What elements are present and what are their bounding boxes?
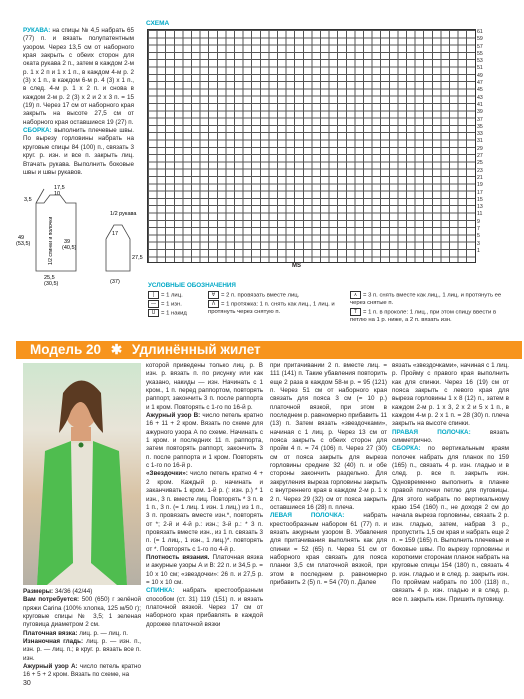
info-block [23, 588, 141, 680]
legend-item [208, 291, 336, 300]
azhur-a-text: число петель кратно 16 + 5 + 2 кром. Вязать по схеме, на [23, 663, 141, 679]
row-number: 15 [477, 196, 483, 203]
row-number: 33 [477, 131, 483, 138]
schema-title: СХЕМА [146, 20, 170, 27]
legend-text: = 3 п. снять вместе как лиц., 1 лиц. и протянуть ее через снятые п. [350, 292, 502, 307]
dim-l: (37) [110, 279, 120, 285]
knitting-chart-grid [147, 29, 476, 263]
row-number: 19 [477, 182, 483, 189]
need-label: Вам потребуется: [23, 596, 80, 604]
azhur-v-text: число петель кратно 16 + 11 + 2 кром. Вязать по схеме для ажурного узора А по схеме. Начинать с 1 кром. и последних 11 п. раппорта, затем повторять раппорт, закончить 3 п. после раппорта и 1 кром. Повторять с 1-го по 16-й р. [146, 412, 264, 470]
razmery-value: 34/36 (42/44) [54, 588, 93, 595]
row-number: 47 [477, 80, 483, 87]
razmery-label: Размеры: [23, 588, 54, 595]
legend-symbol: Ʌ [208, 300, 219, 308]
pravaya-text: вязать симметрично. [392, 428, 509, 445]
garment-schematic [14, 181, 144, 289]
row-number: 23 [477, 167, 483, 174]
col3-text: при притачивании 2 п. вместе лиц. = 111 (141) п. Такие убавления повторить еще 2 раза в каждом 58-м р. = 95 (121) п. Через 51 см от наборного края связать для пояса 3 см (= 10 р.) платочной вязкой, при этом в последнем р. равномерно прибавить 11 (13) п. Затем вязать «звездочками», начиная с 1 лиц. р. Через 13 см от пояса закрыть с обеих сторон для пройм 4 п. = 74 (106) п. Через 27 (30) см от пояса закрыть для выреза горловины средние 32 (40) п. и обе стороны закончить раздельно. Для закругления выреза горловины закрыть с внутреннего края в каждом 2-м р. 1 х 2 п. Через 29 (32) см от пояса закрыть оставшиеся 16 (28) п. плеча. [270, 362, 387, 511]
row-number: 45 [477, 87, 483, 94]
col2-text1: которой приведены только лиц. р. В изн. р. вязать п. по рисунку или как указано, накиды — изн. Начинать с 1 кром., 1 п. перед раппортом, повторять раппорт, закончить 3 п. после раппорта и 1 кром. Повторять с 1-го по 16-й р. [146, 362, 263, 411]
row-number: 43 [477, 94, 483, 101]
row-number: 49 [477, 72, 483, 79]
model-title: Удлинённый жилет [131, 342, 261, 357]
row-number: 59 [477, 36, 483, 43]
model-number: Модель 20 [30, 342, 102, 357]
dim-i: 10 [54, 191, 61, 197]
legend-text: = 1 п. в проколе: 1 лиц., при этом спицу ввести в петлю на 1 р. ниже, а 2 п. вязать изн. [350, 309, 497, 323]
legend-symbol: ⋏ [350, 291, 361, 299]
row-number: 31 [477, 138, 483, 145]
azhur-v-label: Ажурный узор В: [146, 412, 201, 420]
row-number: 3 [477, 240, 480, 247]
need-text: 500 (650) г зелёной пряжи Carina (100% хлопка, 125 м/50 г); круговые спицы № 3,5; 1 зеленая пуговица диаметром 2 см. [23, 596, 142, 629]
col4-sborka-label: СБОРКА: [392, 445, 421, 453]
legend-col-2 [208, 291, 336, 317]
iznanochnaya-label: Изнаночная гладь: [23, 638, 84, 646]
row-number: 11 [477, 211, 483, 218]
col4-text1: вязать «звездочками», начиная с 1 лиц. р. Пройму с правого края выполнить как для спинки. Через 16 (19) см от пояса закрыть с левого края для выреза горловины 1 х 8 (12) п., затем в каждом 2-м р. 1 х 3, 2 х 2 и 5 х 1 п., в каждом 4-м р. 2 х 1 п. = 28 (30) п. плеча закрыть на высоте спинки. [392, 362, 509, 428]
plotnost-text: Платочная вязка и ажурные узоры А и В: 22 п. и 34,5 р. = 10 х 10 см; «звездочки»: 26 п. и 27,5 р. = 10 х 10 см. [146, 553, 263, 586]
levaya-text: набрать крестообразным набором 61 (77) п. и вязать ажурным узором В. Убавления для притачивания выполнять как для спинки = 52 (65) п. Через 51 см от наборного края связать для пояса планки 3,5 см платочной вязкой, при этом в последнем р. равномерно прибавить 2 (5) п. = 54 (70) п. Далее [270, 512, 388, 586]
spinka-text: набрать крестообразным способом (ст. 31) 119 (151) п. и вязать платочной вязкой. Через 17 см от наборного края прибавлять в каждой дорожке платочной вязки [146, 587, 263, 628]
row-number: 37 [477, 116, 483, 123]
dim-k: 27,5 [132, 255, 143, 261]
legend-symbol: ∀ [208, 291, 219, 299]
dim-d: 39 [64, 239, 71, 245]
sleeve-instructions [23, 27, 134, 177]
dim-b: 49 [18, 235, 25, 241]
azhur-a-label: Ажурный узор А: [23, 663, 78, 671]
legend-symbol: — [148, 300, 159, 308]
row-number: 53 [477, 58, 483, 65]
sleeve-label: 1/2 рукава [110, 211, 137, 217]
row-number: 17 [477, 189, 483, 196]
row-number: 9 [477, 218, 480, 225]
legend-symbol: | [148, 291, 159, 299]
legend-item [350, 291, 508, 308]
row-number: 39 [477, 109, 483, 116]
model-banner [16, 341, 522, 359]
row-number: 41 [477, 101, 483, 108]
rukava-text: на спицы № 4,5 набрать 65 (77) п. и вязать полупатентным узором. Через 13,5 см от наборного края закрыть с обеих сторон для оката рукава 2 п., затем в каждом 2-м р. 1 х 2 п и 1 х 1 п., в каждом 4-м р. 2 (3) х 1 п., в каждом 6-м р. 4 (3) х 1 п., в след. 4-м р. 1 х 2 п. и снова в каждом 2-м р. 2 (3) х 2 и 2 х 3 п. = 15 (19) п. Через 17 см от наборного края закрыть на высоте 27,5 см от наборного края оставшиеся 19 (27) п. [23, 27, 134, 126]
legend-item [350, 308, 508, 325]
dim-j: 17 [112, 231, 119, 237]
legend-symbol: T [350, 308, 361, 316]
column-4 [392, 362, 509, 604]
row-number: 7 [477, 226, 480, 233]
dim-f: 25,5 [44, 275, 55, 281]
legend-col-3 [350, 291, 508, 325]
row-number: 27 [477, 153, 483, 160]
row-number: 55 [477, 50, 483, 57]
row-number: 5 [477, 233, 480, 240]
sborka-text: выполнить плечевые швы. По вырезу горловины набрать на круговые спицы 84 (100) п., связать 3 круг. р. изн. и все п. закрыть лиц. Втачать рукава. Выполнить боковые швы и швы рукавов. [23, 127, 134, 176]
levaya-label: ЛЕВАЯ ПОЛОЧКА: [270, 512, 345, 520]
platochnaya-text: лиц. р. — лиц. п. [79, 629, 129, 637]
model-photo [23, 363, 141, 585]
row-number-column [477, 29, 493, 255]
star-icon: ✱ [110, 342, 123, 357]
legend-text: = 1 изн. [161, 301, 182, 308]
row-number: 1 [477, 247, 480, 254]
zvezdochki-text: число петель кратно 4 + 2 кром. Каждый р. начинать и заканчивать 1 кром. 1-й р. (: изн. р.) * 1 изн., 3 п. вместе лиц. Повторять * 3 п. в 1 п., 3 п. (= 1 лиц. 1 изн. 1 лиц.) из 1 п., 3 п. провязать вместе изн.*, повторять от *; 2-й и 4-й р.: изн.; 3-й р.: * 3 п. провязать вместе изн., из 1 п. связать 3 п. (= 1 лиц., 1 изн., 1 лиц.)*. повторять от *. Повторять с 1-го по 4-й р. [146, 470, 263, 553]
ms-label: MS [292, 263, 301, 269]
sborka-label: СБОРКА: [23, 127, 52, 135]
platochnaya-label: Платочная вязка: [23, 629, 78, 637]
spinka-label: СПИНКА: [146, 587, 175, 595]
dim-e: (40,5) [62, 245, 77, 251]
dim-a: 3,5 [24, 197, 32, 203]
row-number: 21 [477, 174, 483, 181]
dim-h: 17,5 [54, 185, 65, 191]
iznanochnaya-text: лиц. р. — изн. п., изн. р. — лиц. п.; в круг. р. вязать все п. изн. [23, 638, 141, 662]
row-number: 57 [477, 43, 483, 50]
row-number: 35 [477, 123, 483, 130]
plotnost-label: Плотность вязания. [146, 553, 210, 561]
legend-text: = 1 протяжка: 1 п. снять как лиц., 1 лиц. и протянуть через снятую п. [208, 301, 335, 316]
col4-sborka-text: по вертикальным краям полочек набрать для планок по 159 (165) п., связать 4 р. изн. гладью и в след. р. все п. закрыть изн. Одновременно выполнить в планке правой полочки петлю для пуговицы. Для этого набрать по вертикальному краю 154 (160) п., не доходя 2 см до начала выреза горловины, связать 2 р. изн. гладью, затем, набрав 3 р., пропустить 1,5 см края и набрать еще 2 п. = 159 (165) п. Выполнить плечевые и боковые швы. По вырезу горловины и короткими сторонам планок набрать на круговые спицы 154 (180) п., связать 4 р. изн. гладью и в след. р. закрыть изн. По проймам набрать по 100 (118) п., связать 4 р. изн. гладью и в след. р. все п. закрыть изн. Пришить пуговицу. [392, 445, 510, 603]
back-label: 1/2 спинки и полочки [48, 216, 54, 265]
page-number: 30 [23, 680, 31, 687]
row-number: 29 [477, 145, 483, 152]
dim-c: (53,5) [16, 241, 31, 247]
column-2 [146, 362, 263, 629]
row-number: 25 [477, 160, 483, 167]
legend-symbol: U [148, 309, 159, 317]
rukava-label: РУКАВА: [23, 27, 51, 34]
row-number: 61 [477, 29, 483, 35]
legend-text: = 1 лиц. [161, 292, 183, 299]
legend-title: УСЛОВНЫЕ ОБОЗНАЧЕНИЯ [148, 282, 236, 289]
dim-g: (30,5) [44, 281, 59, 287]
pravaya-label: ПРАВАЯ ПОЛОЧКА: [392, 428, 471, 436]
legend-item [208, 300, 336, 317]
legend-text: = 2 п. провязать вместе лиц. [221, 292, 300, 299]
woman-in-vest-illustration [23, 363, 141, 585]
column-3 [270, 362, 387, 587]
row-number: 51 [477, 65, 483, 72]
row-number: 13 [477, 204, 483, 211]
zvezdochki-label: «Звездочки»: [146, 470, 188, 478]
legend-text: = 1 накид [161, 310, 187, 317]
